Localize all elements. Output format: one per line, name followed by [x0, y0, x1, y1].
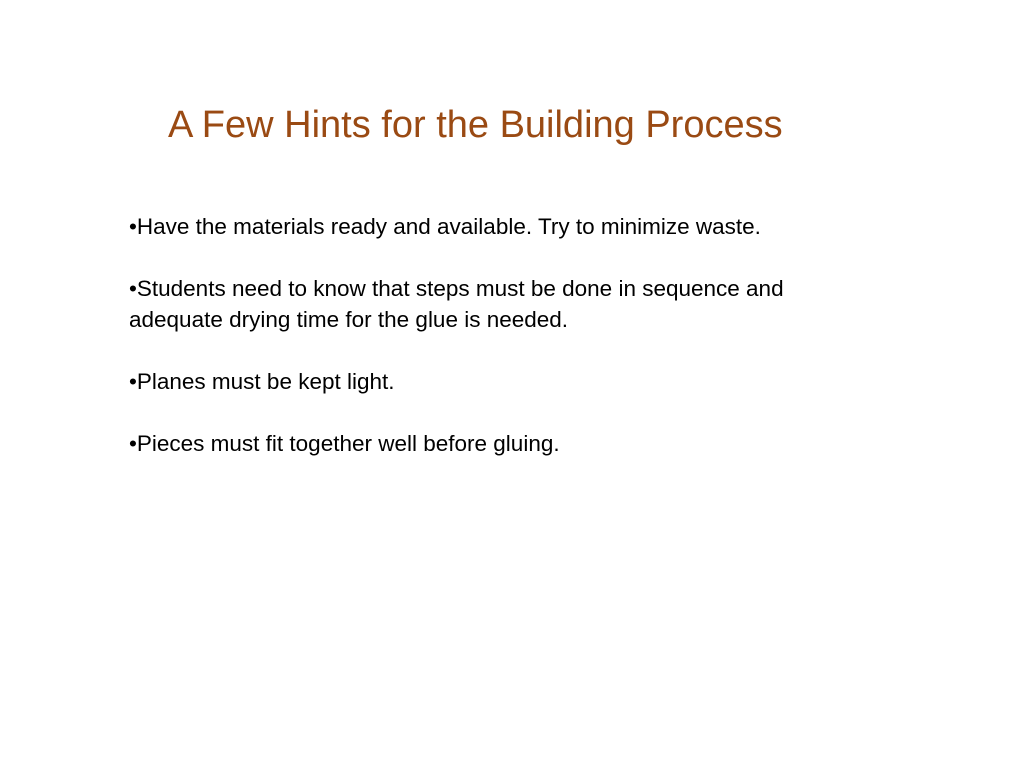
hint-fit-pieces: •Pieces must fit together well before gluing. — [129, 431, 560, 456]
hint-materials: •Have the materials ready and available. Try to minimize waste. — [129, 214, 761, 239]
hint-light-planes: •Planes must be kept light. — [129, 369, 395, 394]
slide-title: A Few Hints for the Building Process — [168, 104, 783, 146]
hint-sequence: •Students need to know that steps must be done in sequence and adequate drying time for the glue is needed. — [129, 276, 784, 332]
hints-list — [129, 211, 849, 459]
